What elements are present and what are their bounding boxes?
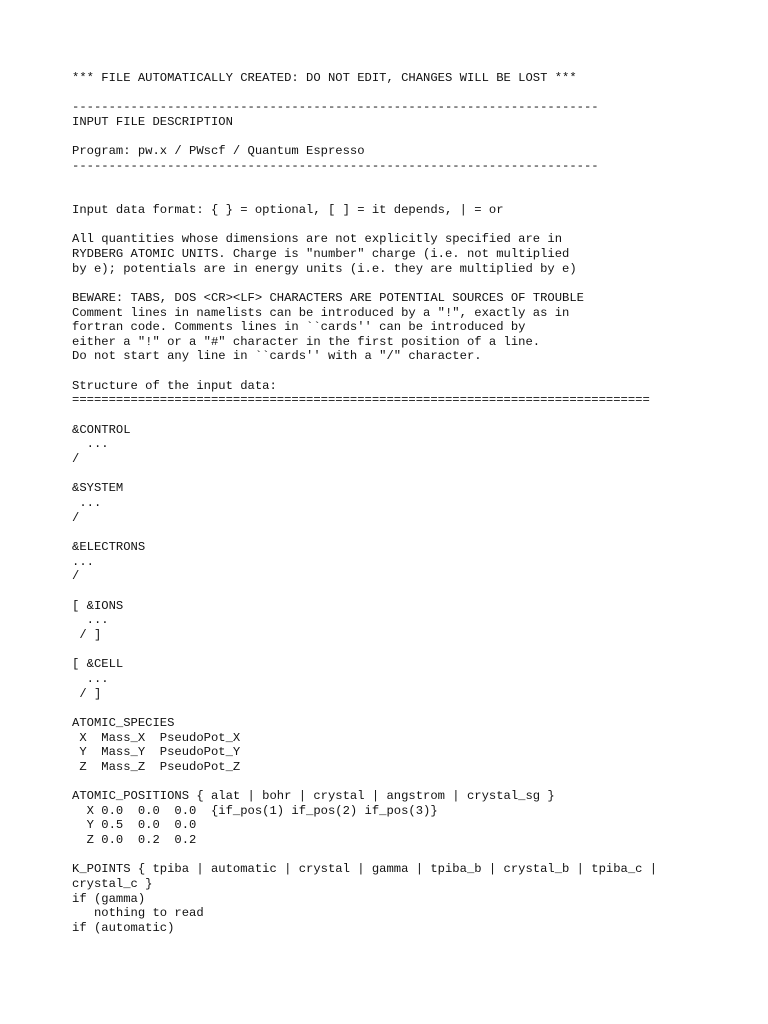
document-line: *** FILE AUTOMATICALLY CREATED: DO NOT EDIT, CHANGES WILL BE LOST *** <box>72 71 577 85</box>
document-line: INPUT FILE DESCRIPTION <box>72 114 233 129</box>
document-line: ATOMIC_SPECIES <box>72 715 175 730</box>
document-line: Do not start any line in ``cards'' with a "/" character. <box>72 349 482 364</box>
document-line: Comment lines in namelists can be introduced by a "!", exactly as in <box>72 305 570 320</box>
document-line: All quantities whose dimensions are not explicitly specified are in <box>72 232 563 247</box>
document-line: Structure of the input data: <box>72 378 277 393</box>
document-line: &ELECTRONS <box>72 540 146 554</box>
document-line: ... <box>72 671 109 686</box>
document-line: / <box>72 452 80 467</box>
input-file-description-text <box>72 71 752 936</box>
document-line: &SYSTEM <box>72 481 124 496</box>
document-line: / ] <box>72 686 102 701</box>
document-line: Y 0.5 0.0 0.0 <box>72 818 197 833</box>
document-line: if (automatic) <box>72 921 175 936</box>
document-line: ... <box>72 554 94 569</box>
document-line: Input data format: { } = optional, [ ] = it depends, | = or <box>72 202 504 217</box>
document-line: ... <box>72 613 109 628</box>
document-line: ... <box>72 437 109 452</box>
document-line: Z 0.0 0.2 0.2 <box>72 833 197 848</box>
document-line: either a "!" or a "#" character in the first position of a line. <box>72 334 541 349</box>
document-line: BEWARE: TABS, DOS <CR><LF> CHARACTERS ARE POTENTIAL SOURCES OF TROUBLE <box>72 290 584 305</box>
document-line: Y Mass_Y PseudoPot_Y <box>72 745 241 760</box>
document-line: / <box>72 569 80 584</box>
document-line: / <box>72 510 80 525</box>
document-line: by e); potentials are in energy units (i.e. they are multiplied by e) <box>72 261 577 276</box>
document-line: crystal_c } <box>72 877 153 892</box>
document-line: ... <box>72 496 102 511</box>
document-line: X 0.0 0.0 0.0 {if_pos(1) if_pos(2) if_pos(3)} <box>72 803 438 818</box>
document-line: =============================================================================== <box>72 393 650 408</box>
document-line: [ &CELL <box>72 657 124 672</box>
document-line: RYDBERG ATOMIC UNITS. Charge is "number" charge (i.e. not multiplied <box>72 246 570 261</box>
document-line: K_POINTS { tpiba | automatic | crystal | gamma | tpiba_b | crystal_b | tpiba_c | <box>72 862 658 877</box>
document-line: X Mass_X PseudoPot_X <box>72 730 241 745</box>
document-page <box>72 71 752 936</box>
document-line: fortran code. Comments lines in ``cards'' can be introduced by <box>72 320 526 335</box>
document-line: / ] <box>72 627 102 642</box>
document-line: ------------------------------------------------------------------------ <box>72 158 599 173</box>
document-line: Z Mass_Z PseudoPot_Z <box>72 759 241 774</box>
document-line: ATOMIC_POSITIONS { alat | bohr | crystal | angstrom | crystal_sg } <box>72 789 555 804</box>
document-line: if (gamma) <box>72 891 146 906</box>
document-line: &CONTROL <box>72 422 131 437</box>
document-line: ------------------------------------------------------------------------ <box>72 100 599 115</box>
document-line: nothing to read <box>72 906 204 921</box>
document-line: [ &IONS <box>72 598 124 613</box>
document-line: Program: pw.x / PWscf / Quantum Espresso <box>72 144 365 159</box>
